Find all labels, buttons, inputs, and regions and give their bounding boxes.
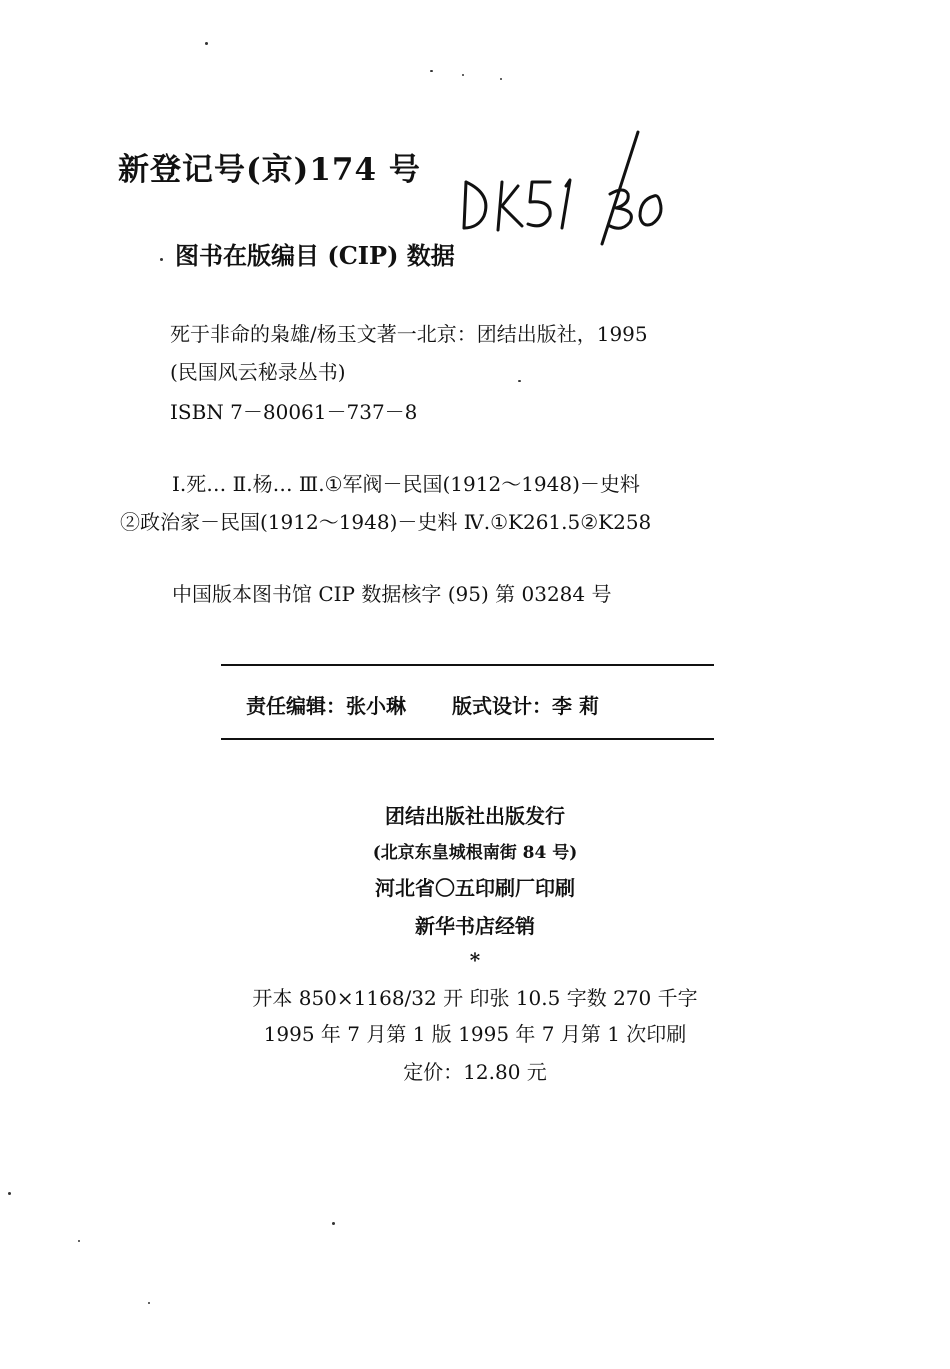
registration-number: 新登记号(京)174 号: [118, 152, 421, 188]
edition-info: 1995 年 7 月第 1 版 1995 年 7 月第 1 次印刷: [263, 1022, 687, 1046]
cip-book-line: 死于非命的枭雄/杨玉文著一北京：团结出版社，1995: [170, 322, 648, 346]
cip-classification-line-1: Ⅰ.死… Ⅱ.杨… Ⅲ.①军阀－民国(1912～1948)－史料: [172, 472, 640, 496]
scan-speck: [8, 1192, 11, 1195]
scan-speck: [78, 1240, 80, 1242]
top-divider: [221, 664, 714, 666]
printer-line: 河北省〇五印刷厂印刷: [375, 876, 575, 900]
publisher-address: (北京东皇城根南街 84 号): [372, 843, 578, 863]
cip-verification-number: 中国版本图书馆 CIP 数据核字 (95) 第 03284 号: [172, 582, 612, 606]
handwritten-call-number: [440, 120, 680, 250]
scan-speck: [148, 1302, 150, 1304]
format-specs: 开本 850×1168/32 开 印张 10.5 字数 270 千字: [252, 986, 698, 1010]
scan-speck: [500, 78, 502, 80]
cip-classification-line-2: ②政治家－民国(1912～1948)－史料 Ⅳ.①K261.5②K258: [120, 510, 652, 534]
cip-title: 图书在版编目 (CIP) 数据: [175, 241, 455, 270]
cip-series-line: (民国风云秘录丛书): [170, 360, 346, 384]
publisher-line: 团结出版社出版发行: [385, 804, 565, 828]
cip-isbn-line: ISBN 7－80061－737－8: [170, 400, 418, 424]
responsible-editor: 责任编辑：张小琳: [246, 694, 406, 718]
scan-speck: [430, 70, 433, 72]
layout-designer: 版式设计：李 莉: [452, 694, 599, 718]
scan-speck: [518, 380, 521, 382]
distributor-line: 新华书店经销: [415, 914, 535, 938]
separator-asterisk: *: [469, 948, 481, 972]
scan-speck: [332, 1222, 335, 1225]
price: 定价：12.80 元: [403, 1060, 547, 1084]
scan-speck: [205, 42, 208, 45]
editors-line: [246, 690, 599, 719]
scan-speck: [160, 258, 163, 261]
bottom-divider: [221, 738, 714, 740]
scan-speck: [462, 74, 464, 76]
